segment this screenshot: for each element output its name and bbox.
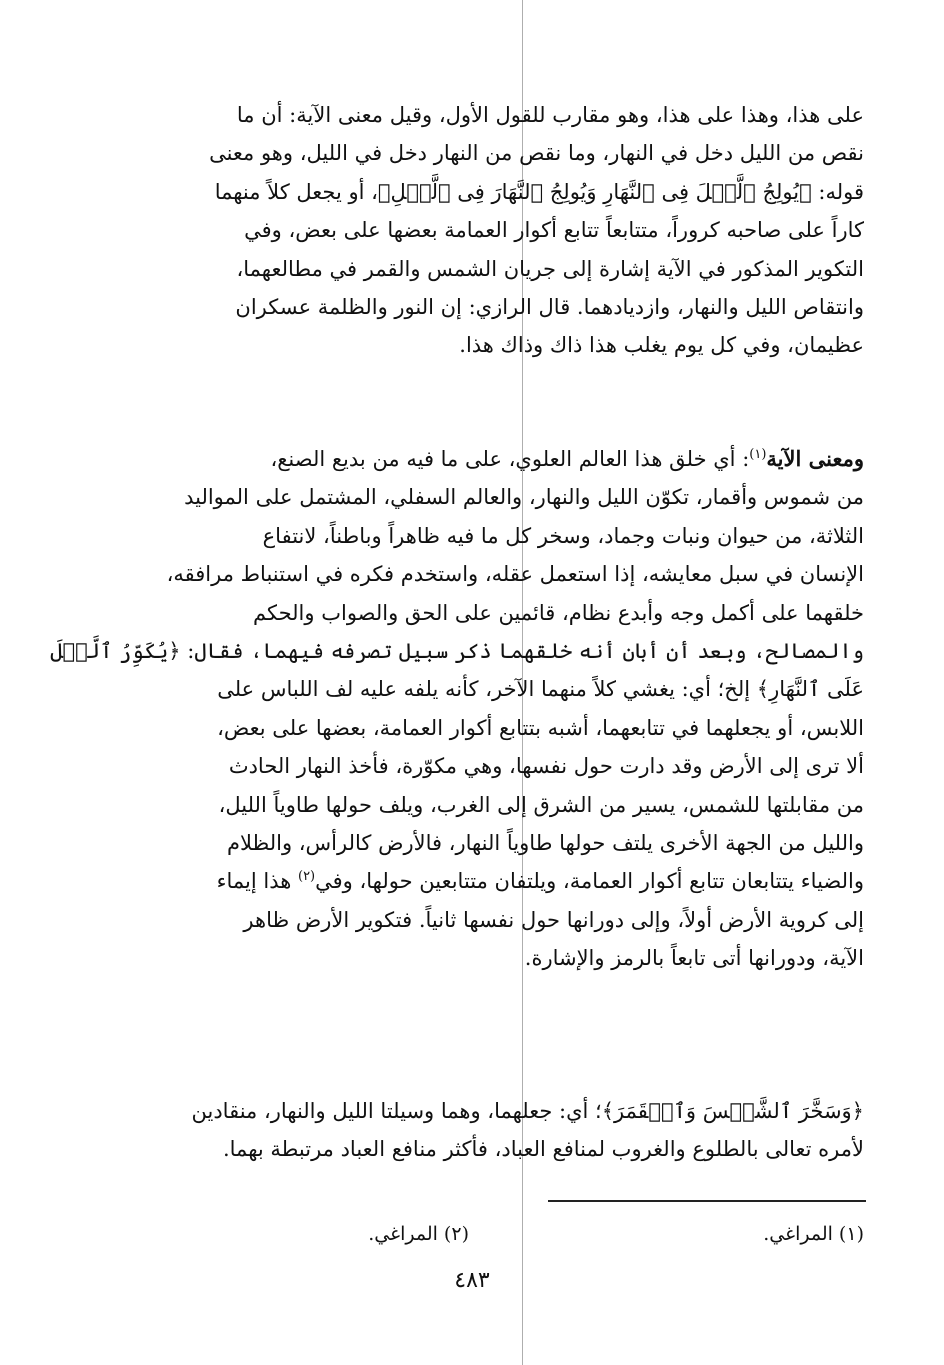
text-line: من شموس وأقمار، تكوّن الليل والنهار، والعالم السفلي، المشتمل على المواليد: [184, 485, 864, 510]
text-line: الإنسان في سبل معايشه، إذا استعمل عقله، واستخدم فكره في استنباط مرافقه،: [166, 562, 864, 587]
text-line: وانتقاص الليل والنهار، وازديادهما. قال الرازي: إن النور والظلمة عسكران: [235, 295, 864, 320]
text-line: التكوير المذكور في الآية إشارة إلى جريان الشمس والقمر في مطالعهما،: [236, 256, 864, 281]
text-run: والضياء يتتابعان تتابع أكوار العمامة، ويلتفان متتابعين حولها، وفي: [315, 869, 864, 894]
text-line-first: [92, 440, 864, 478]
paragraph-lead: ومعنى الآية: [766, 446, 864, 471]
page-number: ٤٨٣: [454, 1268, 490, 1293]
paragraph-1: [92, 96, 864, 365]
text-run: : أي خلق هذا العالم العلوي، على ما فيه من بديع الصنع،: [270, 447, 750, 471]
text-line-with-ref: [92, 862, 864, 900]
text-run: هذا إيماء: [216, 869, 298, 894]
text-line: خلقهما على أكمل وجه وأبدع نظام، قائمين على الحق والصواب والحكم: [253, 600, 864, 625]
text-line: إلى كروية الأرض أولاً، وإلى دورانها حول نفسها ثانياً. فتكوير الأرض ظاهر: [243, 907, 864, 932]
footnote-1: (١) المراغي.: [763, 1223, 864, 1245]
text-line: الآية، ودورانها أتى تابعاً بالرمز والإشارة.: [524, 946, 864, 971]
text-line: والمصالح، وبعد أن أبان أنه خلقهما ذكر سبيل تصرفه فيهما، فقال: ﴿يُكَوِّرُ ٱلَّيۡلَ: [50, 639, 864, 664]
paragraph-3: [92, 1092, 864, 1169]
text-line: ألا ترى إلى الأرض وقد دارت حول نفسها، وهي مكوّرة، فأخذ النهار الحادث: [228, 754, 864, 779]
footnote-2: (٢) المراغي.: [368, 1223, 469, 1245]
text-line: والليل من الجهة الأخرى يلتف حولها طاوياً النهار، فالأرض كالرأس، والظلام: [226, 831, 864, 856]
text-line: قوله: ﴿يُولِجُ ٱلَّيۡلَ فِى ٱلنَّهَارِ وَيُولِجُ ٱلنَّهَارَ فِى ٱلَّيۡلِ﴾، أو يجعل كلاً منهما: [214, 179, 864, 204]
text-line: من مقابلتها للشمس، يسير من الشرق إلى الغرب، ويلف حولها طاوياً الليل،: [218, 792, 864, 817]
footnote-separator: [548, 1200, 866, 1202]
text-line: اللابس، أو يجعلهما في تتابعهما، أشبه بتتابع أكوار العمامة، بعضها على بعض،: [217, 715, 864, 740]
footnote-ref: (٢): [297, 869, 316, 885]
text-line: ﴿وَسَخَّرَ ٱلشَّمۡسَ وَٱلۡقَمَرَ﴾؛ أي: جعلهما، وهما وسيلتا الليل والنهار، منقادين: [191, 1099, 864, 1123]
text-line: عَلَى ٱلنَّهَارِ﴾ إلخ؛ أي: يغشي كلاً منهما الآخر، كأنه يلفه عليه لف اللباس على: [217, 677, 864, 702]
text-line: نقص من الليل دخل في النهار، وما نقص من النهار دخل في الليل، وهو معنى: [209, 141, 864, 166]
text-line: كاراً على صاحبه كروراً، متتابعاً تتابع أكوار العمامة بعضها على بعض، وفي: [244, 218, 864, 243]
text-line: على هذا، وهذا على هذا، وهو مقارب للقول الأول، وقيل معنى الآية: أن ما: [236, 103, 864, 127]
text-line: عظيمان، وفي كل يوم يغلب هذا ذاك وذاك هذا.: [459, 333, 864, 358]
text-line: الثلاثة، من حيوان ونبات وجماد، وسخر كل ما فيه ظاهراً وباطناً، لانتفاع: [262, 523, 864, 548]
text-line: لأمره تعالى بالطلوع والغروب لمنافع العباد، فأكثر منافع العباد مرتبطة بهما.: [222, 1137, 864, 1162]
paragraph-2: [50, 440, 864, 978]
footnote-ref: (١): [749, 447, 767, 462]
